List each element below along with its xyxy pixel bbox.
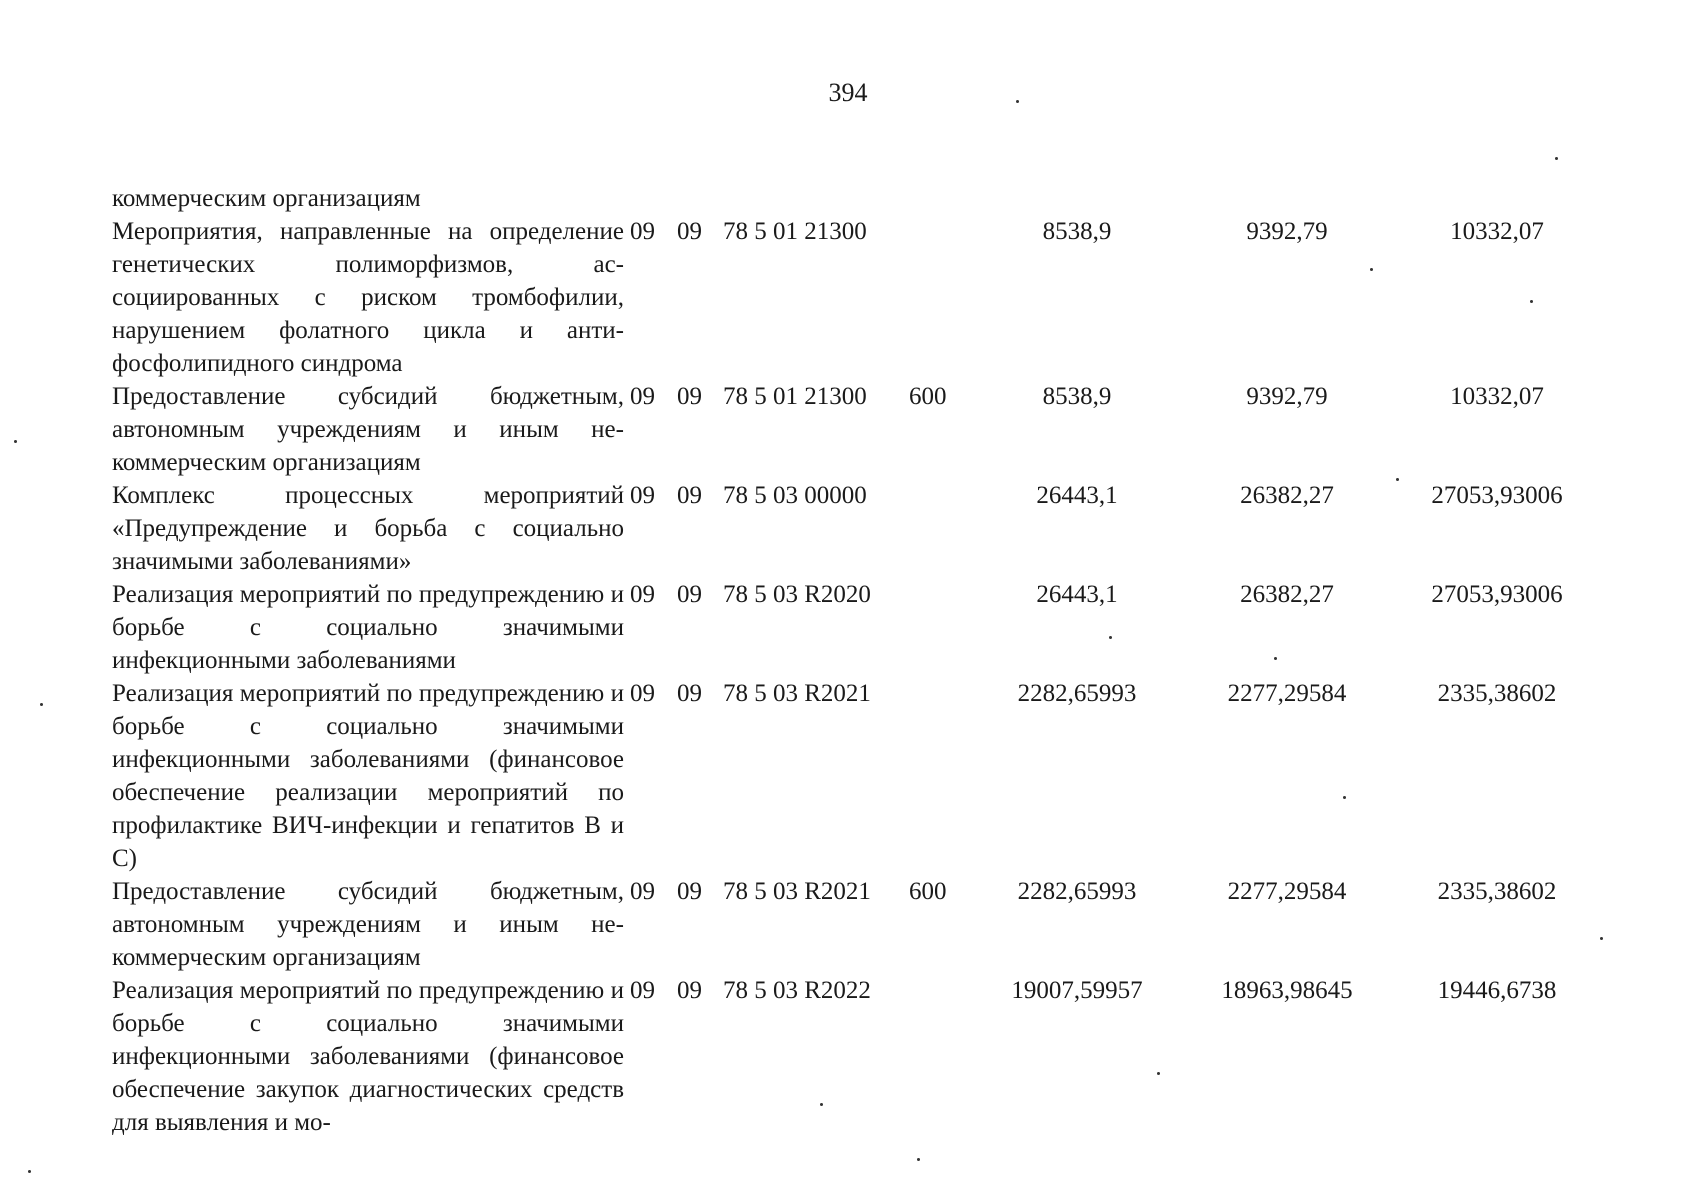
row-name: Предоставление субсидий бюджетным, автономным учреждениям и иным некоммерческим организациям [112, 878, 624, 971]
row-section-code: 09 [630, 383, 655, 410]
row-amount-year-3: 10332,07 [1450, 383, 1544, 410]
row-expense-type-code [909, 578, 972, 677]
scan-speck [917, 1158, 920, 1161]
table-row [112, 578, 1602, 677]
row-amount-year-3: 2335,38602 [1437, 680, 1557, 707]
table-row [112, 974, 1602, 1139]
row-expense-type-code [909, 479, 972, 578]
row-amount-year-2: 26382,27 [1240, 581, 1334, 608]
row-subsection-code: 09 [677, 482, 702, 509]
row-expense-type-code: 600 [909, 383, 947, 410]
row-name: Реализация мероприятий по предупреждению и борьбе с социально значимыми инфекционными заболеваниями [112, 581, 624, 674]
row-section-code: 09 [630, 581, 655, 608]
row-name: Реализация мероприятий по предупреждению и борьбе с социально значимыми инфекционными заболеваниями (финансовое обеспечение реализации мероприятий по профилактике ВИЧ-инфекции и гепатитов В и С) [112, 680, 624, 872]
row-amount-year-2: 26382,27 [1240, 482, 1334, 509]
row-amount-year-2: 2277,29584 [1227, 878, 1347, 905]
table-row [112, 479, 1602, 578]
row-amount-year-1: 8538,9 [1042, 218, 1112, 245]
row-subsection-code: 09 [677, 680, 702, 707]
row-amount-year-3: 27053,93006 [1431, 482, 1563, 509]
row-amount-year-3: 27053,93006 [1431, 581, 1563, 608]
table-row [112, 875, 1602, 974]
row-target-article-code: 78 5 03 00000 [723, 482, 867, 509]
scan-speck [1109, 636, 1112, 639]
row-section-code: 09 [630, 878, 655, 905]
row-section-code [630, 182, 677, 215]
row-amount-year-3: 10332,07 [1450, 218, 1544, 245]
row-target-article-code: 78 5 03 R2021 [723, 878, 871, 905]
scan-speck [1396, 478, 1399, 481]
row-amount-year-3 [1392, 182, 1602, 215]
scan-speck [1157, 1072, 1160, 1075]
row-amount-year-1: 26443,1 [1036, 482, 1118, 509]
row-amount-year-2: 2277,29584 [1227, 680, 1347, 707]
scan-speck [28, 1170, 31, 1173]
table-row [112, 182, 1602, 215]
budget-table [112, 182, 1602, 1139]
scan-speck [1016, 100, 1019, 103]
scan-speck [1530, 300, 1533, 303]
row-expense-type-code [909, 677, 972, 875]
row-subsection-code: 09 [677, 581, 702, 608]
scan-speck [14, 440, 17, 443]
scan-speck [1555, 157, 1558, 160]
row-expense-type-code: 600 [909, 878, 947, 905]
row-subsection-code [677, 182, 723, 215]
page-number: 394 [828, 78, 868, 107]
row-name: Предоставление субсидий бюджетным, автономным учреждениям и иным некоммерческим организациям [112, 383, 624, 476]
row-amount-year-1: 8538,9 [1042, 383, 1112, 410]
row-section-code: 09 [630, 680, 655, 707]
row-amount-year-3: 19446,6738 [1437, 977, 1557, 1004]
table-row [112, 677, 1602, 875]
row-target-article-code [723, 182, 909, 215]
row-amount-year-2: 9392,79 [1246, 218, 1328, 245]
scan-speck [1370, 268, 1373, 271]
row-subsection-code: 09 [677, 218, 702, 245]
row-amount-year-3: 2335,38602 [1437, 878, 1557, 905]
row-section-code: 09 [630, 218, 655, 245]
row-name: коммерческим организациям [112, 185, 421, 212]
row-amount-year-1: 26443,1 [1036, 581, 1118, 608]
row-target-article-code: 78 5 01 21300 [723, 383, 867, 410]
row-expense-type-code [909, 974, 972, 1139]
scan-speck [1274, 657, 1277, 660]
scan-speck [1600, 937, 1603, 940]
row-amount-year-2: 9392,79 [1246, 383, 1328, 410]
row-amount-year-2: 18963,98645 [1221, 977, 1353, 1004]
row-target-article-code: 78 5 03 R2022 [723, 977, 871, 1004]
row-amount-year-2 [1182, 182, 1392, 215]
row-section-code: 09 [630, 482, 655, 509]
row-name: Комплекс процессных мероприятий «Предупреждение и борьба с социально значимыми заболеваниями» [112, 482, 624, 575]
table-row [112, 380, 1602, 479]
row-subsection-code: 09 [677, 878, 702, 905]
row-target-article-code: 78 5 03 R2020 [723, 581, 871, 608]
row-amount-year-1: 19007,59957 [1011, 977, 1143, 1004]
row-expense-type-code [909, 215, 972, 380]
row-subsection-code: 09 [677, 383, 702, 410]
table-row [112, 215, 1602, 380]
scan-speck [1343, 796, 1346, 799]
row-amount-year-1: 2282,65993 [1017, 680, 1137, 707]
row-amount-year-1 [972, 182, 1182, 215]
row-expense-type-code [909, 182, 972, 215]
row-name: Реализация мероприятий по предупреждению и борьбе с социально значимыми инфекционными заболеваниями (финансовое обеспечение закупок диагностических средств для выявления и мо- [112, 977, 624, 1136]
row-section-code: 09 [630, 977, 655, 1004]
row-subsection-code: 09 [677, 977, 702, 1004]
row-name: Мероприятия, направленные на определение генетических полиморфизмов, ассоциированных с риском тромбофилии, нарушением фолатного цикла и антифосфолипидного синдрома [112, 218, 624, 377]
scan-speck [40, 703, 43, 706]
row-target-article-code: 78 5 01 21300 [723, 218, 867, 245]
row-target-article-code: 78 5 03 R2021 [723, 680, 871, 707]
scan-speck [820, 1103, 823, 1106]
row-amount-year-1: 2282,65993 [1017, 878, 1137, 905]
